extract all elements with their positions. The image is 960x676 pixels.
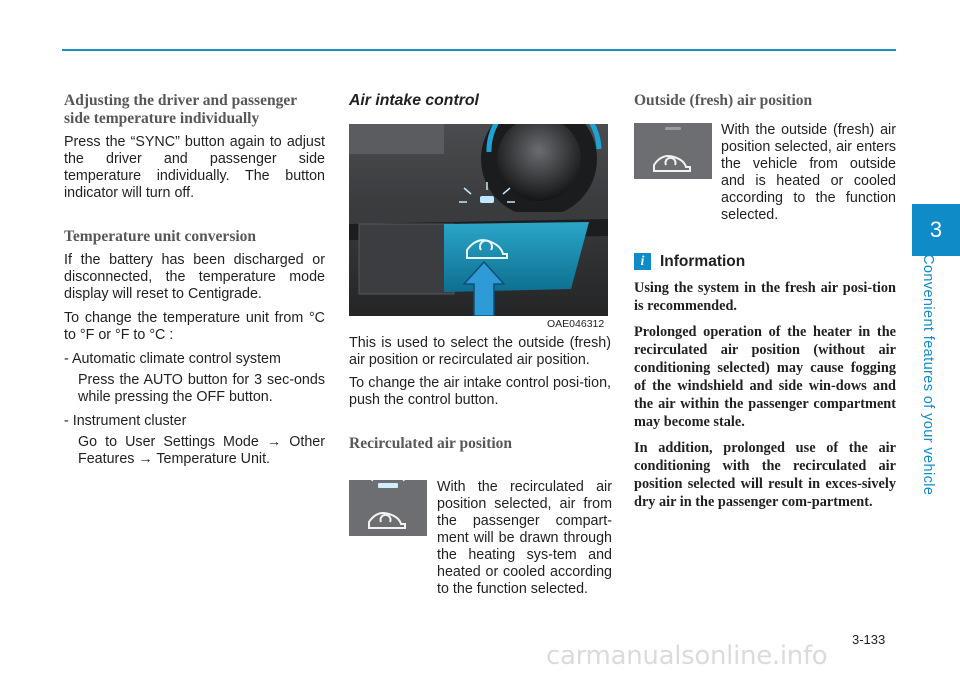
paragraph-intake-change: To change the air intake control posi-tion, push the control button. [349,375,611,408]
paragraph-sync: Press the “SYNC” button again to adjust the driver and passenger side temperature individually. The button indicator will turn off. [64,134,325,201]
watermark-text: carmanualsonline.info [546,641,828,671]
heading-recirculated: Recirculated air position [349,435,513,452]
chapter-title: Convenient features of your vehicle [920,254,936,496]
recirculated-car-icon [349,480,427,536]
control-panel-illustration [349,124,608,316]
paragraph-change-unit: To change the temperature unit from °C to °F or °F to °C : [64,310,325,343]
information-heading [634,253,896,271]
image-caption: OAE046312 [547,317,611,331]
paragraph-recirculated: With the recirculated air position selected, air from the passenger compart-ment will be drawn through the heating sys-tem and heated or cooled according to the function selected. [437,479,612,597]
heading-outside-air: Outside (fresh) air position [634,92,813,109]
middle-column [349,92,611,110]
chapter-tab [912,204,960,256]
information-icon: i [634,253,651,270]
heading-adjust-temp: Adjusting the driver and passenger side temperature individually [64,92,297,127]
header-rule [62,49,896,51]
heading-air-intake: Air intake control [349,92,479,109]
recirculated-button-image [349,480,427,536]
middle-text [349,335,611,453]
left-column [64,92,325,468]
outside-text-block [721,122,896,224]
paragraph-intake-use: This is used to select the outside (fresh) air position or recirculated air position. [349,335,611,368]
paragraph-outside-air: With the outside (fresh) air position selected, air enters the vehicle from outside and is heated or cooled according to the function selected. [721,122,896,223]
paragraph-battery: If the battery has been discharged or disconnected, the temperature mode display will reset to Centigrade. [64,252,325,302]
page-number: 3-133 [852,632,886,647]
outside-air-button-image [634,123,712,179]
info-paragraph-2: Prolonged operation of the heater in the recirculated air position (without air conditioning selected) may cause fogging of the windshield and side win-dows and the air within the passenger compartment may become stale. [634,324,896,430]
heading-temp-unit: Temperature unit conversion [64,228,257,245]
information-box [634,253,896,511]
right-column [634,92,896,110]
information-title: Information [660,253,746,270]
info-paragraph-1: Using the system in the fresh air posi-tion is recommended. [634,280,896,314]
outside-air-car-icon [634,123,712,179]
list-sub-cluster: Go to User Settings Mode → Other Features → Temperature Unit. [78,434,325,467]
list-item-cluster: - Instrument cluster [64,413,187,429]
chapter-number: 3 [929,217,943,242]
list-sub-auto-climate: Press the AUTO button for 3 sec-onds while pressing the OFF button. [78,372,325,405]
list-item-auto-climate: - Automatic climate control system [64,351,281,367]
control-panel-photo [349,124,608,316]
recirc-text-block [437,479,612,598]
info-paragraph-3: In addition, prolonged use of the air conditioning with the recirculated air position selected will result in exces-sively dry air in the passenger com-partment. [634,440,896,510]
